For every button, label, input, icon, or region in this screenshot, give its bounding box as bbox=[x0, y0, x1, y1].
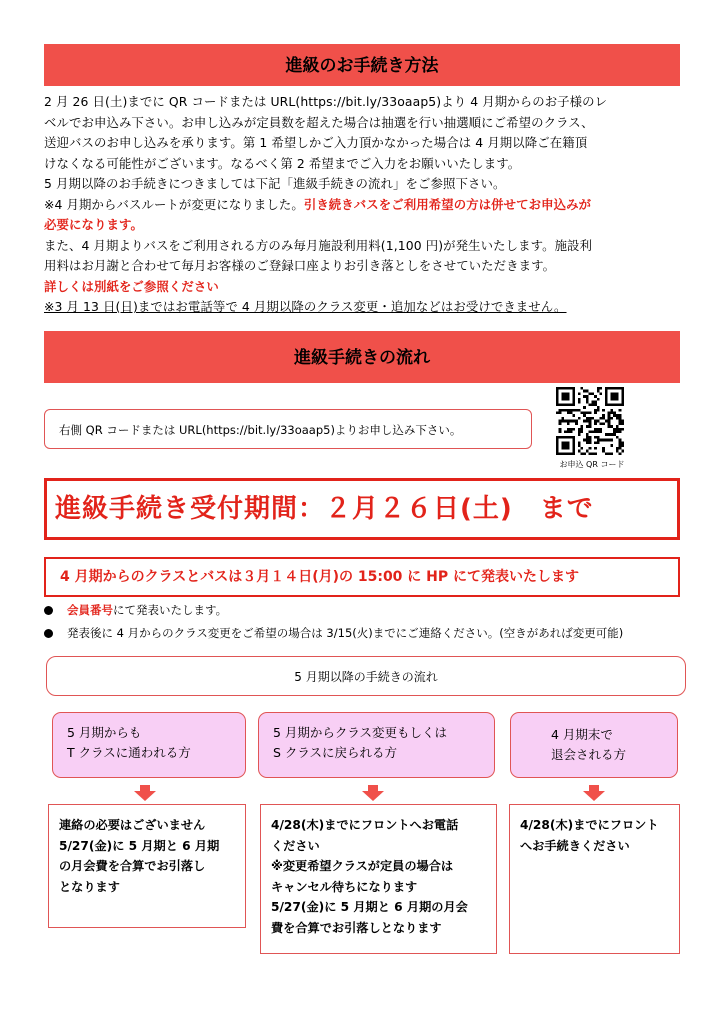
result-line: となります bbox=[59, 879, 120, 894]
fee-line: 用料はお月謝と合わせて毎月お客様のご登録口座よりお引き落としをさせていただきます。 bbox=[44, 258, 556, 273]
announcement: 4 月期からのクラスとバスは３月１４日(月)の 15:00 に HP にて発表いたします bbox=[44, 557, 680, 597]
bus-note bbox=[44, 195, 684, 216]
procedure-line: ベルでお申込み下さい。お申し込みが定員数を超えた場合は抽選を行い抽選順にご希望のクラス、 bbox=[44, 114, 594, 130]
result-line: 4/28(木)までにフロント bbox=[520, 818, 659, 832]
flow-case-continue bbox=[52, 712, 246, 778]
bullet-icon bbox=[44, 606, 53, 615]
bullet-text: にて発表いたします。 bbox=[113, 603, 228, 617]
member-number: 会員番号 bbox=[67, 603, 113, 617]
arrow-down-icon bbox=[583, 785, 605, 801]
result-line: 5/27(金)に 5 月期と 6 月期の月会 bbox=[271, 900, 468, 914]
qr-instruction: 右側 QR コードまたは URL(https://bit.ly/33oaap5)よりお申し込み下さい。 bbox=[44, 409, 532, 449]
flow-title: 5 月期以降の手続きの流れ bbox=[46, 656, 686, 696]
result-line: の月会費を合算でお引落し bbox=[59, 859, 206, 873]
bullet-icon bbox=[44, 629, 53, 638]
bullet-item bbox=[44, 625, 623, 641]
result-line: 費を合算でお引落しとなります bbox=[271, 920, 442, 935]
procedure-line: 5 月期以降のお手続きにつきましては下記「進級手続きの流れ」をご参照下さい。 bbox=[44, 176, 506, 191]
flow-case-change bbox=[258, 712, 495, 778]
application-period: 進級手続き受付期間：２月２６日(土) まで bbox=[44, 478, 680, 540]
case-head: T クラスに通われる方 bbox=[67, 745, 191, 760]
case-head: 5 月期からクラス変更もしくは bbox=[273, 725, 448, 740]
detail-note: 詳しくは別紙をご参照ください bbox=[44, 278, 219, 294]
case-head: 4 月期末で bbox=[551, 727, 613, 742]
bullet-item bbox=[44, 602, 227, 618]
procedure-text bbox=[44, 92, 684, 318]
arrow-down-icon bbox=[134, 785, 156, 801]
section-title-procedure: 進級のお手続き方法 bbox=[44, 44, 680, 86]
phone-note: ※3 月 13 日(日)まではお電話等で 4 月期以降のクラス変更・追加などはお受けできません。 bbox=[44, 299, 567, 314]
arrow-down-icon bbox=[362, 785, 384, 801]
flow-result-continue bbox=[48, 804, 246, 928]
fee-line: また、4 月期よりバスをご利用される方のみ毎月施設利用料(1,100 円)が発生いたします。施設利 bbox=[44, 237, 593, 253]
result-line: 連絡の必要はございません bbox=[59, 818, 206, 832]
flow-result-change bbox=[260, 804, 497, 954]
procedure-line: 送迎バスのお申し込みを承ります。第 1 希望しかご入力頂かなかった場合は 4 月期以降ご在籍頂 bbox=[44, 135, 588, 150]
bus-note-red-cont: 必要になります。 bbox=[44, 217, 143, 232]
case-head: S クラスに戻られる方 bbox=[273, 745, 398, 760]
flow-case-withdraw bbox=[510, 712, 678, 778]
result-line: ※変更希望クラスが定員の場合は bbox=[271, 859, 454, 873]
case-head: 5 月期からも bbox=[67, 725, 142, 740]
qr-caption: お申込 QR コード bbox=[559, 460, 625, 469]
case-head: 退会される方 bbox=[551, 747, 627, 762]
procedure-line: けなくなる可能性がございます。なるべく第 2 希望までご入力をお願いいたします。 bbox=[44, 155, 521, 171]
procedure-line: 2 月 26 日(土)までに QR コードまたは URL(https://bit.ly/33oaap5)より 4 月期からのお子様のレ bbox=[44, 94, 608, 109]
result-line: ください bbox=[271, 838, 320, 853]
bus-note-prefix: ※4 月期からバスルートが変更になりました。 bbox=[44, 196, 304, 212]
result-line: キャンセル待ちになります bbox=[271, 879, 418, 894]
result-line: 4/28(木)までにフロントへお電話 bbox=[271, 818, 459, 832]
bus-note-red: 引き続きバスをご利用希望の方は併せてお申込みが bbox=[303, 196, 592, 212]
flow-result-withdraw bbox=[509, 804, 680, 954]
qr-code-icon[interactable] bbox=[556, 387, 624, 455]
section-title-flow: 進級手続きの流れ bbox=[44, 331, 680, 383]
result-line: 5/27(金)に 5 月期と 6 月期 bbox=[59, 838, 220, 853]
result-line: へお手続きください bbox=[520, 838, 630, 853]
bullet-text: 発表後に 4 月からのクラス変更をご希望の場合は 3/15(火)までにご連絡ください。(空きがあれば変更可能) bbox=[67, 626, 624, 640]
